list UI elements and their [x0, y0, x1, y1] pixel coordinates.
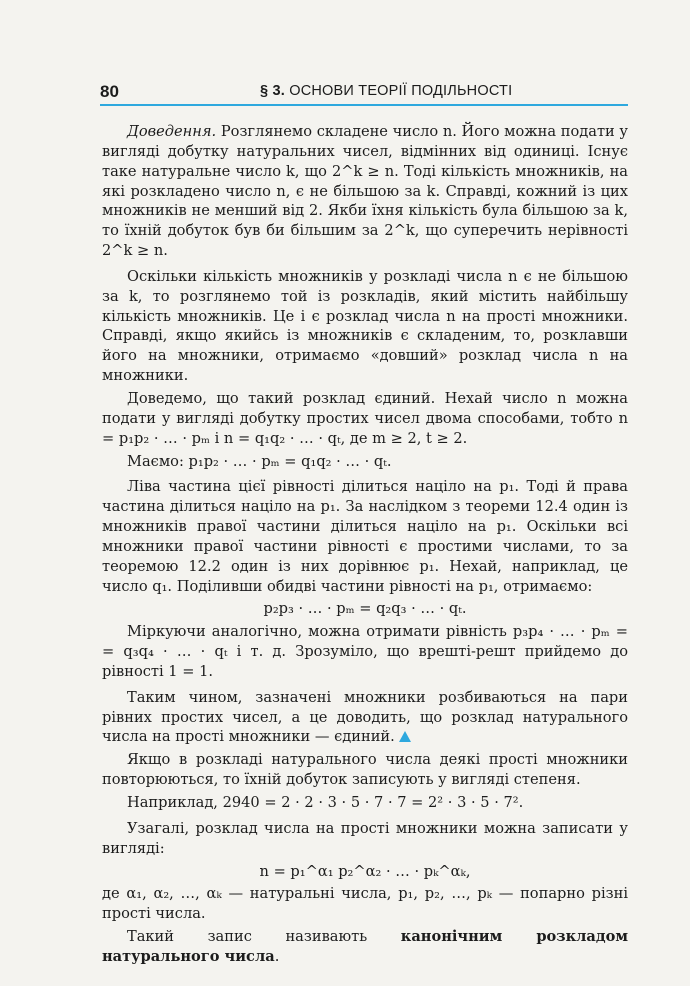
proof-paragraph — [102, 122, 628, 261]
paragraph-7 — [102, 688, 628, 748]
paragraph-12 — [102, 927, 628, 967]
definition-lead: Такий запис називають — [127, 928, 368, 946]
proof-text: Розглянемо складене число n. Його можна подати у вигляді добутку натуральних чисел, відмінних від одиниці. Існує таке натуральне число k, що 2^k ≥ n. Тоді кількість множників, на які розкладено число n, є не більшою за k. Справді, кожний із цих множників не менший від 2. Якби їхня кількість була більшою за k, то їхній добуток був би більшим за 2^k, що суперечить нерівності 2^k ≥ n. — [102, 123, 628, 260]
page-header — [100, 82, 628, 104]
formula-2: n = p₁^α₁ p₂^α₂ · … · pₖ^αₖ, — [259, 862, 471, 880]
paragraph-7-text: Таким чином, зазначені множники розбиваються на пари рівних простих чисел, а це доводить, що розклад натурального числа на прості множники — єдиний. — [102, 688, 628, 746]
paragraph-2: Оскільки кількість множників у розкладі числа n є не більшою за k, то розглянемо той із розкладів, який містить найбільшу кількість множників. Це і є розклад числа n на прості множники. Справді, якщо якийсь із множників є складеним, то, розклавши його на множники, отримаємо «довший» розклад числа n на множники. — [102, 267, 628, 385]
paragraph-3: Доведемо, що такий розклад єдиний. Нехай число n можна подати у вигляді добутку простих чисел двома способами, тобто n = p₁p₂ · … · pₘ і n = q₁q₂ · … · qₜ, де m ≥ 2, t ≥ 2. — [102, 389, 628, 447]
page-body — [102, 122, 628, 970]
section-title: ОСНОВИ ТЕОРІЇ ПОДІЛЬНОСТІ — [289, 83, 513, 99]
end-of-proof-icon — [399, 731, 411, 742]
formula-1: p₂p₃ · … · pₘ = q₂q₃ · … · qₜ. — [263, 600, 467, 618]
paragraph-9: Наприклад, 2940 = 2 · 2 · 3 · 5 · 7 · 7 = 2² · 3 · 5 · 7². — [127, 794, 524, 811]
paragraph-10: Узагалі, розклад числа на прості множники можна записати у вигляді: — [102, 819, 628, 857]
definition-term: канонічним розкладом натурального числа — [102, 928, 628, 965]
page-number: 80 — [100, 82, 119, 101]
paragraph-11: де α₁, α₂, …, αₖ — натуральні числа, p₁, p₂, …, pₖ — попарно різні прості числа. — [102, 885, 628, 923]
paragraph-5: Ліва частина цієї рівності ділиться націло на p₁. Тоді й права частина ділиться націло на p₁. За наслідком з теореми 12.4 один із множників правої частини ділиться націло на p₁. Оскільки всі множники правої частини рівності є простими числами, то за теоремою 12.2 один із них дорівнює p₁. Нехай, наприклад, це число q₁. Поділивши обидві частини рівності на p₁, отримаємо: — [102, 478, 628, 595]
section-number: § 3. — [260, 83, 285, 99]
header-rule — [100, 104, 628, 106]
paragraph-6: Міркуючи аналогічно, можна отримати рівність p₃p₄ · … · pₘ = = q₃q₄ · … · qₜ і т. д. Зрозуміло, що врешті-решт прийдемо до рівності 1 = 1. — [102, 623, 628, 680]
section-heading — [260, 83, 512, 99]
paragraph-4: Маємо: p₁p₂ · … · pₘ = q₁q₂ · … · qₜ. — [127, 452, 392, 470]
proof-label: Доведення. — [127, 123, 217, 140]
paragraph-8: Якщо в розкладі натурального числа деякі прості множники повторюються, то їхній добуток записують у вигляді степеня. — [102, 751, 628, 789]
definition-end: . — [274, 947, 280, 965]
